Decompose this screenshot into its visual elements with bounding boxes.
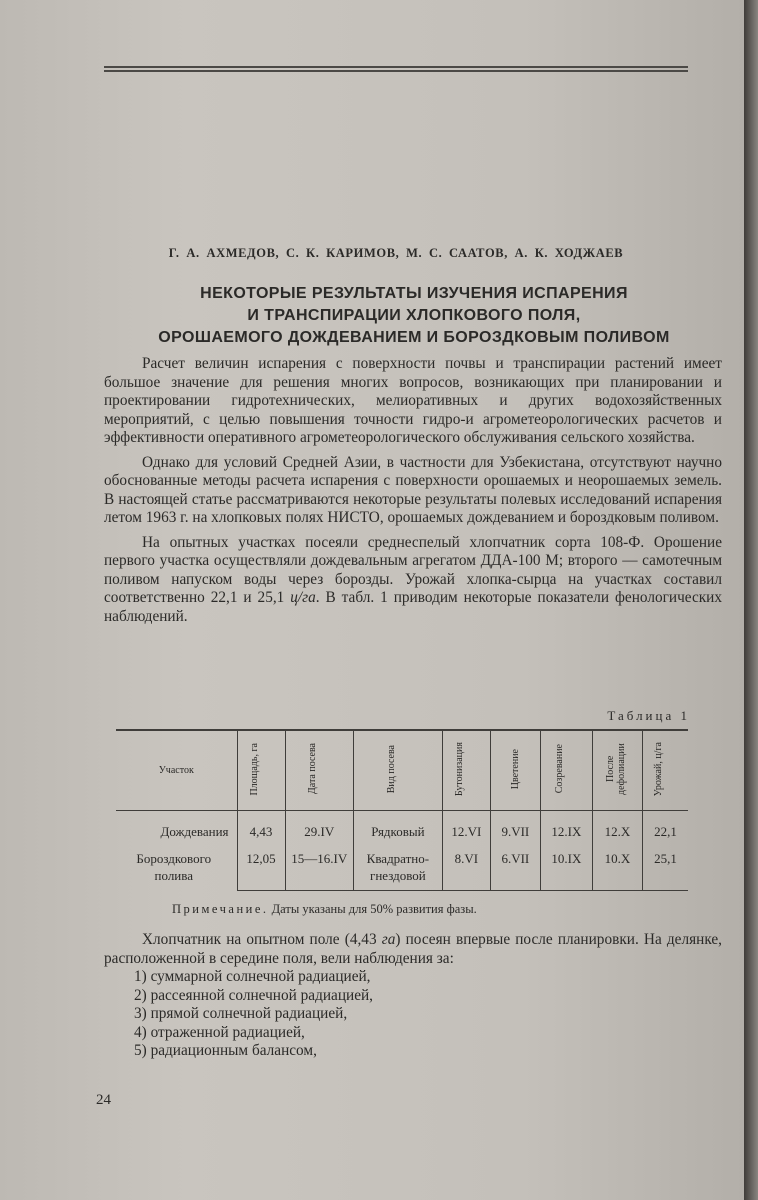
table-header-row: [116, 730, 688, 811]
paragraph: Расчет величин испарения с поверхности почвы и транспирации растений имеет большое значение для решения многих вопросов, возникающих при планировании и проектировании гидротехнических, мелиоративных и других водохозяйственных мероприятий, с целью повышения точности гидро-и агрометеорологических расчетов и эффективности оперативного агрометеорологического обслуживания сельского хозяйства.: [104, 355, 722, 446]
column-header-text: Вид посева: [385, 744, 397, 794]
column-header: [116, 730, 237, 811]
table-row: [116, 811, 688, 843]
observation-list: [104, 968, 722, 1061]
column-header-text: Дата посева: [307, 743, 319, 795]
table-cell: Рядковый: [353, 811, 442, 843]
column-header-text: Площадь, га: [249, 742, 261, 796]
table-cell: 29.IV: [285, 811, 353, 843]
table-cell: 10.IX: [540, 842, 592, 891]
paragraph: [104, 931, 722, 968]
paragraph: Однако для условий Средней Азии, в частности для Узбекистана, отсутствуют научно обоснованные методы расчета испарения с поверхности орошаемых и неорошаемых земель. В настоящей статье рассматриваются некоторые результаты полевых исследований испарения летом 1963 г. на хлопковых полях НИСТО, орошаемых дождеванием и бороздковым поливом.: [104, 453, 722, 526]
header-rule: [104, 66, 688, 72]
text-run: ) посеян впервые после планировки. На делянке, расположенной в середине поля, вели наблюдения за:: [104, 931, 722, 967]
table-cell: 4,43: [237, 811, 285, 843]
column-header-text: Созревание: [554, 744, 566, 794]
column-header-text: Участок: [158, 765, 194, 776]
list-item: 5) радиационным балансом,: [134, 1042, 317, 1059]
table-cell: 6.VII: [490, 842, 540, 891]
text-run: На опытных участках посеяли среднеспелый хлопчатник сорта 108-Ф. Орошение первого участка осуществляли дождевальным агрегатом ДДА-100 М; второго — самотечным поливом напуском воды через борозды. Урожай хлопка-сырца на участках составил соответственно 22,1 и 25,1: [104, 533, 722, 606]
table-row: [116, 842, 688, 891]
table-cell: 22,1: [642, 811, 688, 843]
article-title: [104, 283, 724, 349]
unit-text: га: [381, 931, 396, 948]
table-note: [172, 902, 672, 917]
paragraph: [104, 534, 722, 627]
note-label: Примечание.: [172, 902, 269, 916]
note-text: Даты указаны для 50% развития фазы.: [268, 902, 477, 916]
table-cell: 12.X: [592, 811, 642, 843]
table-cell: 12,05: [237, 842, 285, 891]
table-cell: Бороздкового полива: [136, 851, 212, 883]
column-header: [237, 730, 285, 811]
book-edge: [744, 0, 758, 1200]
column-header: [353, 730, 442, 811]
title-line: И ТРАНСПИРАЦИИ ХЛОПКОВОГО ПОЛЯ,: [247, 307, 581, 324]
column-header: [592, 730, 642, 811]
column-header-text: Урожай, ц/га: [653, 741, 665, 797]
column-header: [642, 730, 688, 811]
list-item: 3) прямой солнечной радиацией,: [134, 1005, 348, 1022]
table-cell: 9.VII: [490, 811, 540, 843]
column-header-text: Цветение: [509, 748, 521, 790]
table-cell: 12.VI: [442, 811, 490, 843]
unit-text: ц/га: [290, 589, 316, 606]
table-caption: Таблица 1: [607, 708, 690, 723]
phenology-table: [116, 729, 688, 891]
table-cell: 10.X: [592, 842, 642, 891]
table-cell: 15—16.IV: [285, 842, 353, 891]
column-header: [285, 730, 353, 811]
title-line: НЕКОТОРЫЕ РЕЗУЛЬТАТЫ ИЗУЧЕНИЯ ИСПАРЕНИЯ: [200, 285, 628, 302]
title-line: ОРОШАЕМОГО ДОЖДЕВАНИЕМ И БОРОЗДКОВЫМ ПОЛИВОМ: [158, 329, 670, 346]
column-header-text: Бутонизация: [454, 741, 466, 797]
table-cell: 12.IX: [540, 811, 592, 843]
column-header: [540, 730, 592, 811]
column-header: [490, 730, 540, 811]
page-number: 24: [96, 1092, 111, 1108]
table-cell: Квадратно-гнездовой: [353, 842, 442, 891]
table-cell: Дождевания: [160, 824, 229, 839]
article-body-continued: [104, 931, 722, 1061]
list-item: 4) отраженной радиацией,: [134, 1023, 305, 1041]
column-header-text: После дефолиации: [605, 743, 628, 795]
table-cell: 8.VI: [442, 842, 490, 891]
text-run: . В табл. 1 приводим некоторые показатели фенологических наблюдений.: [104, 589, 723, 625]
list-item: 1) суммарной солнечной радиацией,: [134, 968, 371, 985]
text-run: Хлопчатник на опытном поле (4,43: [142, 931, 382, 948]
article-body: [104, 355, 722, 632]
table-cell: 25,1: [642, 842, 688, 891]
authors-line: Г. А. АХМЕДОВ, С. К. КАРИМОВ, М. С. СААТОВ, А. К. ХОДЖАЕВ: [168, 246, 624, 260]
column-header: [442, 730, 490, 811]
list-item: 2) рассеянной солнечной радиацией,: [134, 986, 373, 1004]
